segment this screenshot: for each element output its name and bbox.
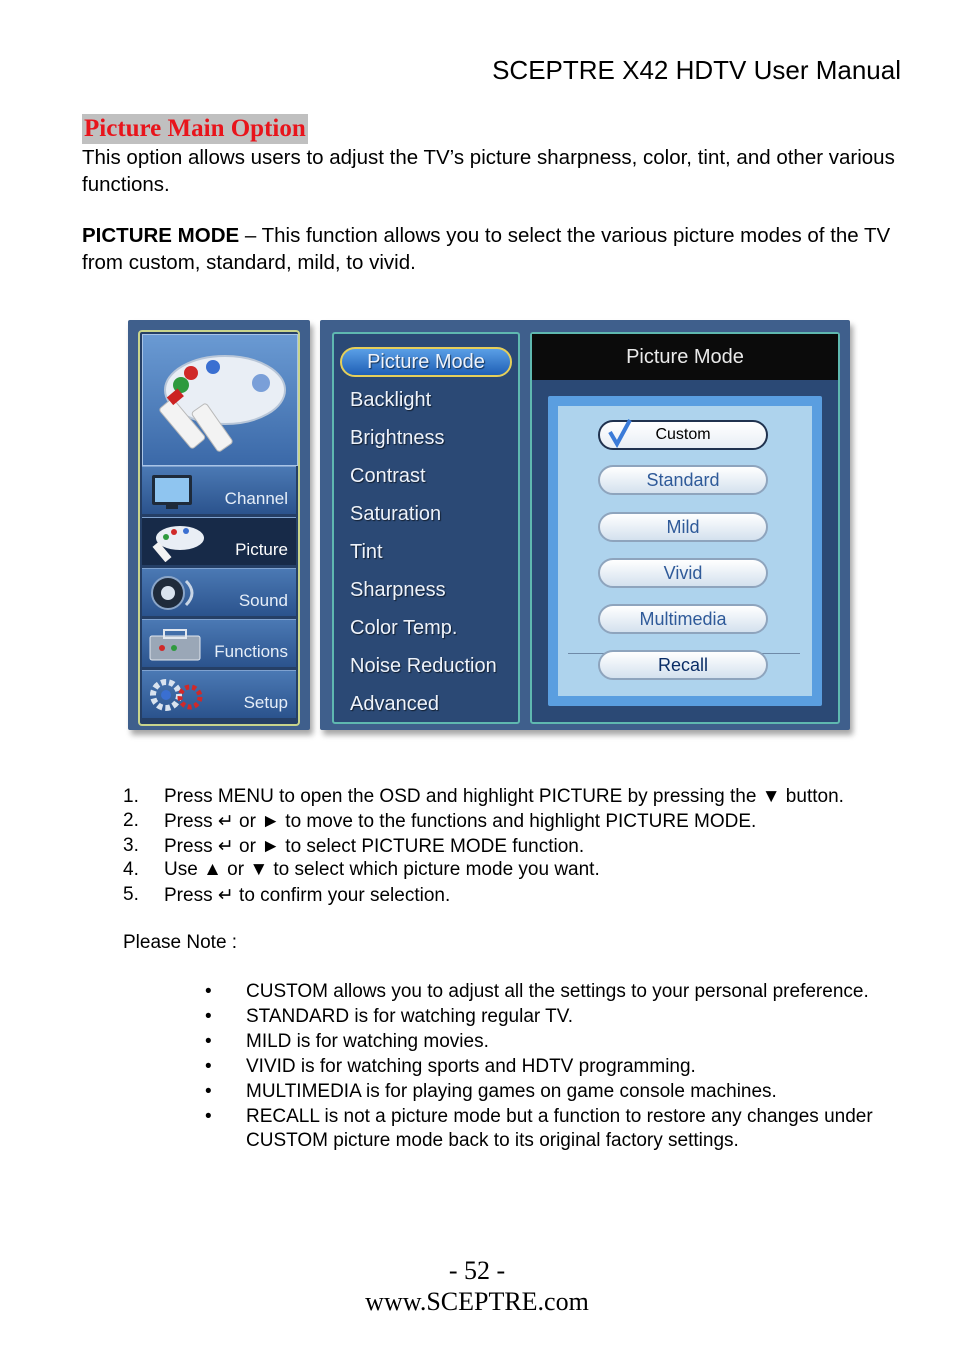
note-text: MULTIMEDIA is for playing games on game console machines. [246,1081,777,1102]
note-item: • STANDARD is for watching regular TV. [205,1006,573,1027]
note-label: Please Note : [123,932,238,953]
step-number: 2. [123,810,139,831]
step-text: Press MENU to open the OSD and highlight PICTURE by pressing the ▼ button. [164,786,844,807]
note-text: CUSTOM allows you to adjust all the settings to your personal preference. [246,981,869,1002]
note-text: STANDARD is for watching regular TV. [246,1006,573,1027]
osd-nav-panel [128,320,310,730]
note-text: RECALL is not a picture mode but a function to restore any changes under CUSTOM picture mode back to its original factory settings. [246,1106,873,1151]
nav-label-channel: Channel [224,489,288,508]
osd-nav-frame [138,330,300,726]
menu-item-noise-reduction[interactable]: Noise Reduction [350,655,497,677]
menu-item-contrast[interactable]: Contrast [350,465,426,487]
options-frame [548,396,822,706]
step-text: Press ↵ to confirm your selection. [164,885,451,906]
intro-paragraph: This option allows users to adjust the TV’s picture sharpness, color, tint, and other various functions. [82,146,895,196]
step-text: Use ▲ or ▼ to select which picture mode you want. [164,859,600,880]
step-number: 5. [123,884,139,905]
nav-item-channel[interactable] [142,466,296,514]
checkmark-icon [608,418,632,448]
nav-item-functions[interactable] [142,619,296,667]
nav-label-sound: Sound [238,591,288,610]
option-standard[interactable]: Standard [598,465,768,495]
menu-item-picture-mode[interactable]: Picture Mode [340,347,512,377]
menu-item-tint[interactable]: Tint [350,541,383,563]
note-text: MILD is for watching movies. [246,1031,489,1052]
picture-menu-list [332,332,520,724]
menu-item-sharpness[interactable]: Sharpness [350,579,446,601]
option-multimedia[interactable]: Multimedia [598,604,768,634]
picture-mode-paragraph [82,223,902,276]
nav-label-functions: Functions [214,642,288,661]
osd-main-panel [320,320,850,730]
menu-item-backlight[interactable]: Backlight [350,389,432,411]
toolbox-icon [146,624,208,664]
note-item: • MULTIMEDIA is for playing games on game console machines. [205,1081,777,1102]
note-item: • MILD is for watching movies. [205,1031,489,1052]
step-text: Press ↵ or ► to move to the functions and highlight PICTURE MODE. [164,811,757,832]
note-item: • CUSTOM allows you to adjust all the settings to your personal preference. [205,981,869,1002]
nav-item-picture[interactable] [142,517,296,565]
note-item: • RECALL is not a picture mode but a function to restore any changes under CUSTOM picture mode back to its original factory settings. [205,1106,873,1151]
notes-list [205,980,885,1154]
website-url: www.SCEPTRE.com [365,1287,589,1316]
manual-title: SCEPTRE X42 HDTV User Manual [492,55,901,85]
palette-icon [146,522,208,562]
palette-banner [142,334,298,466]
menu-item-advanced[interactable]: Advanced [350,693,439,715]
step-number: 3. [123,835,139,856]
nav-label-setup: Setup [243,693,288,712]
page-number: - 52 - [448,1256,506,1285]
nav-label-picture: Picture [235,540,288,559]
menu-item-saturation[interactable]: Saturation [350,503,442,525]
option-vivid[interactable]: Vivid [598,558,768,588]
option-recall[interactable]: Recall [598,650,768,680]
options-list [558,406,812,696]
picture-mode-submenu [530,332,840,724]
option-mild[interactable]: Mild [598,512,768,542]
section-heading: Picture Main Option [84,115,306,142]
option-custom-label: Custom [655,426,711,443]
option-custom[interactable] [598,420,768,450]
osd-menu-illustration [128,320,850,740]
note-text: VIVID is for watching sports and HDTV programming. [246,1056,696,1077]
picture-mode-description: – This function allows you to select the various picture modes of the TV from custom, standard, mild, to vivid. [82,224,891,274]
step-text: Press ↵ or ► to select PICTURE MODE function. [164,836,585,857]
picture-mode-label: PICTURE MODE [82,224,240,247]
note-item: • VIVID is for watching sports and HDTV programming. [205,1056,696,1077]
speaker-icon [146,573,208,613]
nav-item-sound[interactable] [142,568,296,616]
step-number: 4. [123,859,139,880]
menu-item-brightness[interactable]: Brightness [350,427,445,449]
submenu-title: Picture Mode [532,334,838,380]
menu-item-color-temp[interactable]: Color Temp. [350,617,458,639]
nav-item-setup[interactable] [142,670,296,718]
tv-icon [146,471,208,511]
step-number: 1. [123,786,139,807]
gears-icon [146,675,208,715]
paint-palette-icon [143,335,297,465]
